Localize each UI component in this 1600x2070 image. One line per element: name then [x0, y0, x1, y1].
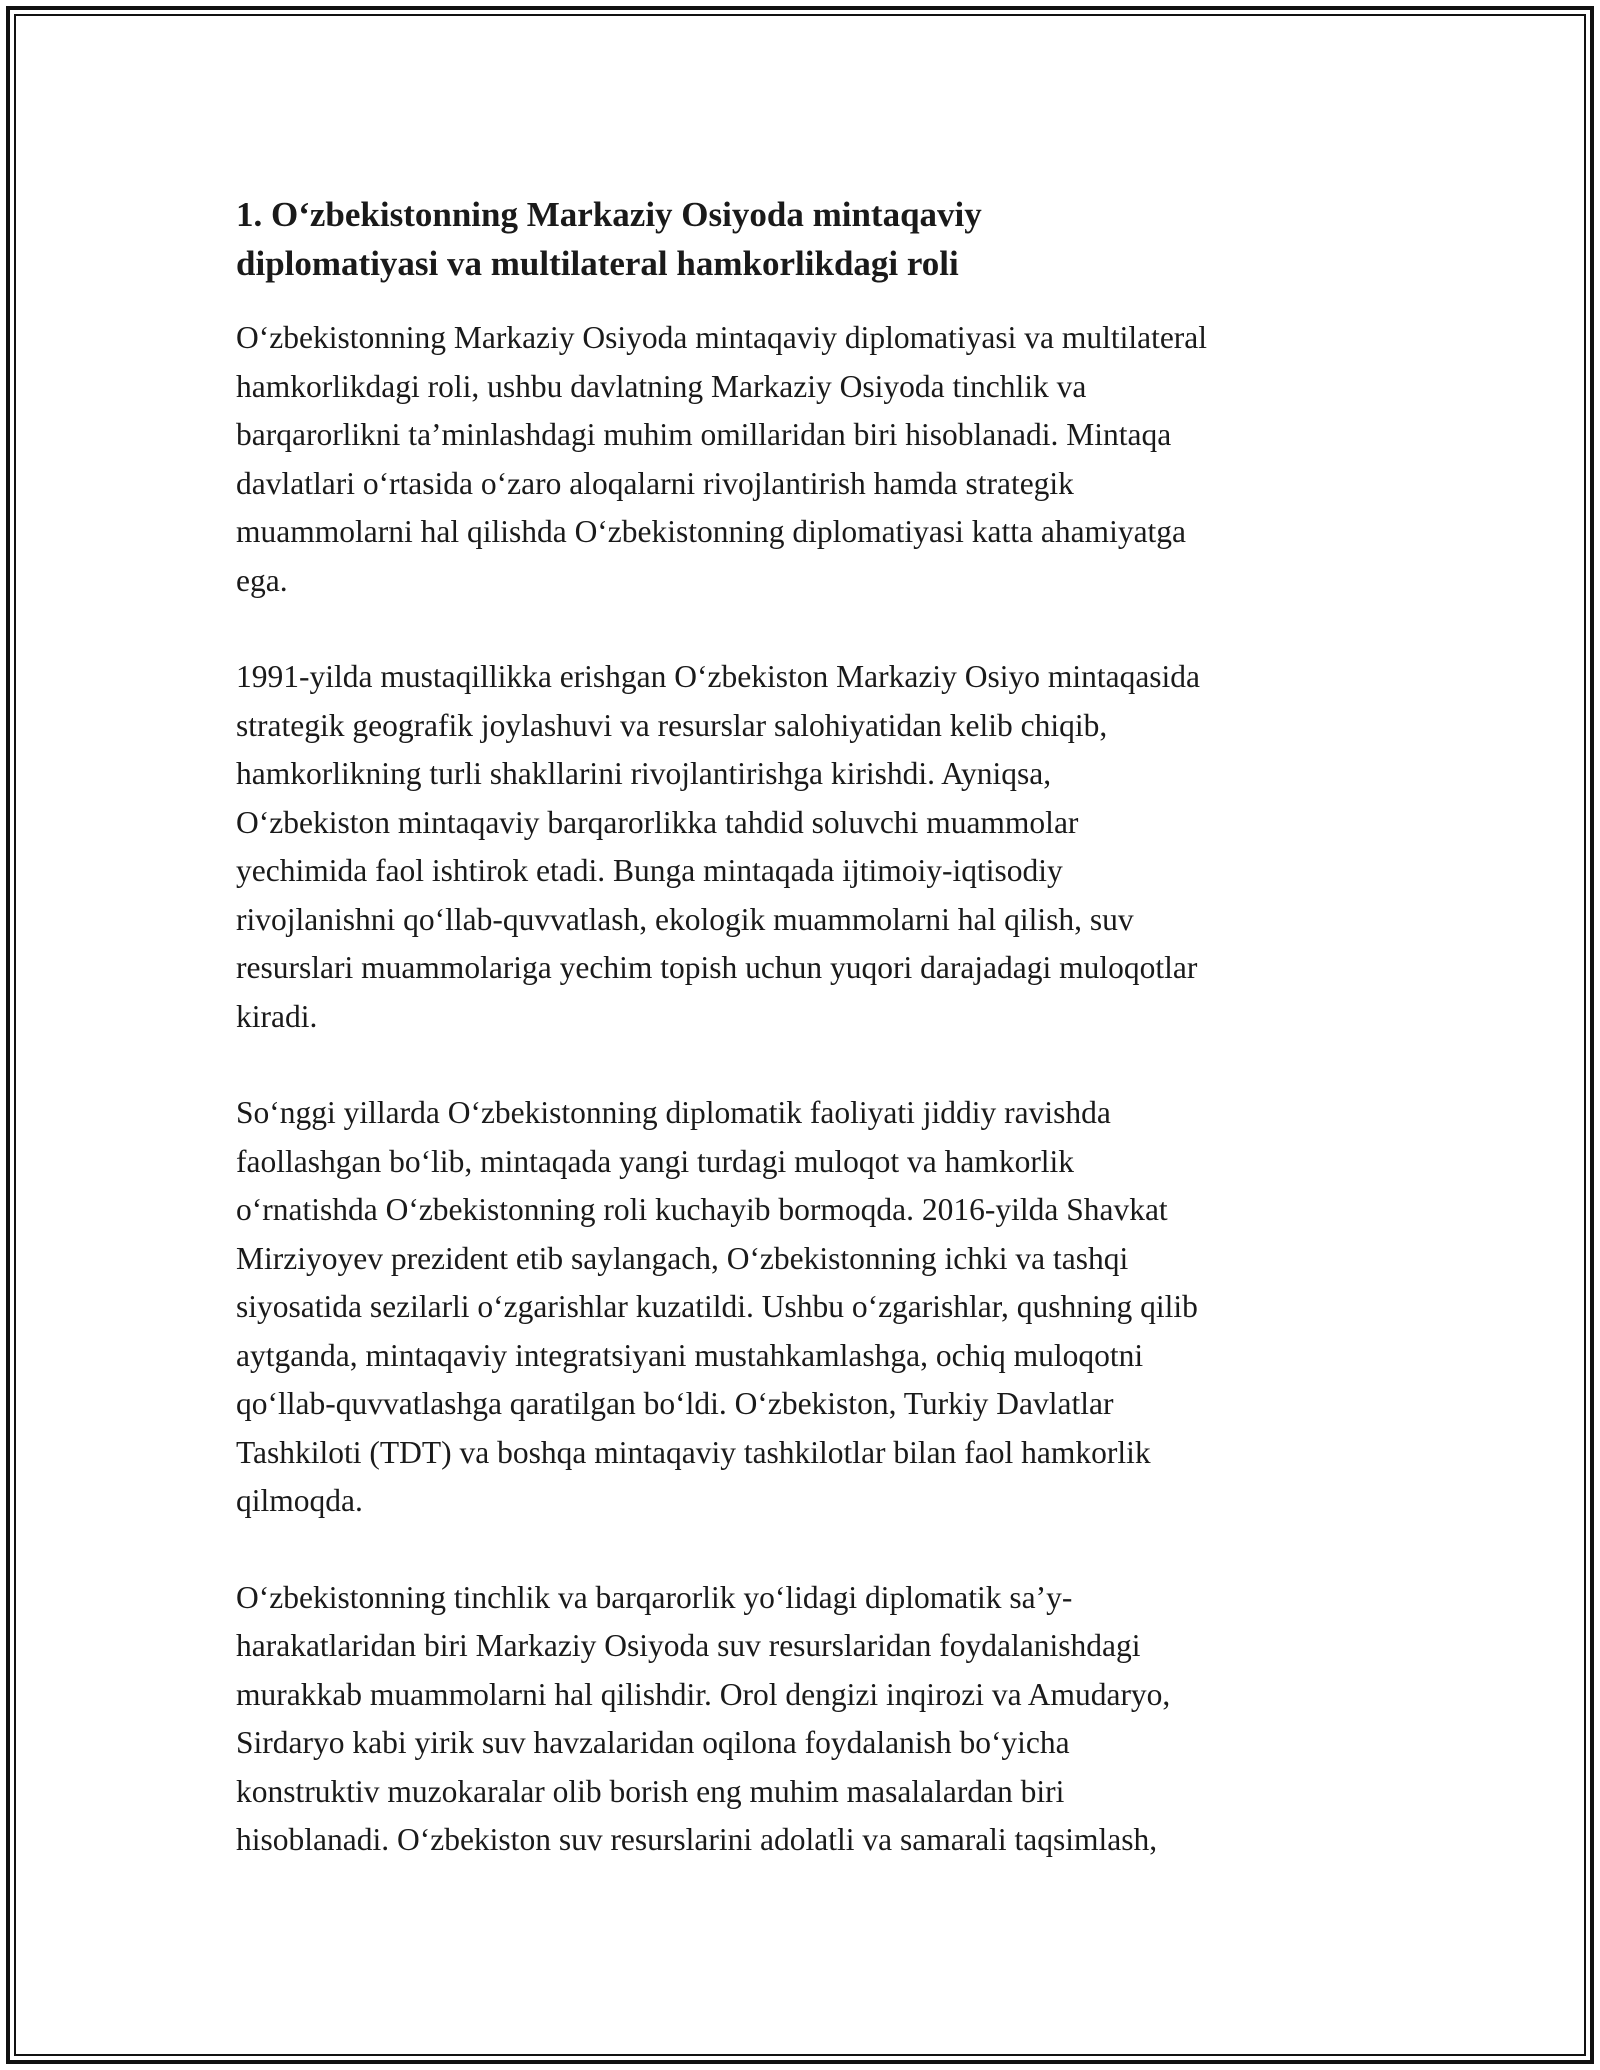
text-line: davlatlari oʻrtasida oʻzaro aloqalarni rivojlantirish hamda strategik: [236, 465, 1074, 501]
text-line: Sirdaryo kabi yirik suv havzalaridan oqilona foydalanish boʻyicha: [236, 1725, 1070, 1760]
text-line: resurslari muammolariga yechim topish uchun yuqori darajadagi muloqotlar: [236, 950, 1198, 985]
text-line: hamkorlikdagi roli, ushbu davlatning Markaziy Osiyoda tinchlik va: [236, 368, 1087, 404]
text-line: hisoblanadi. Oʻzbekiston suv resurslarini adolatli va samarali taqsimlash,: [236, 1822, 1158, 1857]
text-line: Mirziyoyev prezident etib saylangach, Oʻzbekistonning ichki va tashqi: [236, 1240, 1129, 1276]
text-line: Soʻnggi yillarda Oʻzbekistonning diplomatik faoliyati jiddiy ravishda: [236, 1095, 1111, 1130]
text-line: murakkab muammolarni hal qilishdir. Orol dengizi inqirozi va Amudaryo,: [236, 1676, 1171, 1712]
text-line: ega.: [236, 562, 288, 598]
section-title: [236, 190, 1376, 288]
text-line: Oʻzbekiston mintaqaviy barqarorlikka tahdid soluvchi muammolar: [236, 804, 1079, 840]
text-line: aytganda, mintaqaviy integratsiyani mustahkamlashga, ochiq muloqotni: [236, 1337, 1144, 1373]
paragraph-2: [236, 653, 1376, 1041]
text-line: rivojlanishni qoʻllab-quvvatlash, ekologik muammolarni hal qilish, suv: [236, 901, 1134, 937]
document-page: [236, 190, 1376, 1865]
paragraph-1: [236, 314, 1376, 605]
text-line: Oʻzbekistonning tinchlik va barqarorlik yoʻlidagi diplomatik sa’y-: [236, 1579, 1073, 1615]
paragraph-4: [236, 1574, 1376, 1865]
text-line: harakatlaridan biri Markaziy Osiyoda suv resurslaridan foydalanishdagi: [236, 1628, 1141, 1663]
text-line: oʻrnatishda Oʻzbekistonning roli kuchayib bormoqda. 2016-yilda Shavkat: [236, 1192, 1168, 1227]
text-line: kiradi.: [236, 998, 318, 1034]
text-line: Tashkiloti (TDT) va boshqa mintaqaviy tashkilotlar bilan faol hamkorlik: [236, 1434, 1151, 1470]
text-line: faollashgan boʻlib, mintaqada yangi turdagi muloqot va hamkorlik: [236, 1143, 1075, 1179]
text-line: siyosatida sezilarli oʻzgarishlar kuzatildi. Ushbu oʻzgarishlar, qushning qilib: [236, 1289, 1198, 1324]
text-line: hamkorlikning turli shakllarini rivojlantirishga kirishdi. Ayniqsa,: [236, 756, 1052, 791]
text-line: Oʻzbekistonning Markaziy Osiyoda mintaqaviy diplomatiyasi va multilateral: [236, 320, 1208, 355]
paragraph-3: [236, 1089, 1376, 1526]
text-line: qilmoqda.: [236, 1483, 363, 1518]
title-line: 1. Oʻzbekistonning Markaziy Osiyoda mintaqaviy: [236, 195, 982, 234]
text-line: qoʻllab-quvvatlashga qaratilgan boʻldi. Oʻzbekiston, Turkiy Davlatlar: [236, 1386, 1114, 1421]
text-line: yechimida faol ishtirok etadi. Bunga mintaqada ijtimoiy-iqtisodiy: [236, 853, 1063, 888]
text-line: muammolarni hal qilishda Oʻzbekistonning diplomatiyasi katta ahamiyatga: [236, 514, 1187, 549]
text-line: barqarorlikni ta’minlashdagi muhim omillaridan biri hisoblanadi. Mintaqa: [236, 417, 1172, 452]
title-line: diplomatiyasi va multilateral hamkorlikdagi roli: [236, 244, 959, 283]
text-line: 1991-yilda mustaqillikka erishgan Oʻzbekiston Markaziy Osiyo mintaqasida: [236, 659, 1201, 694]
text-line: strategik geografik joylashuvi va resurslar salohiyatidan kelib chiqib,: [236, 707, 1108, 743]
text-line: konstruktiv muzokaralar olib borish eng muhim masalalardan biri: [236, 1773, 1065, 1809]
